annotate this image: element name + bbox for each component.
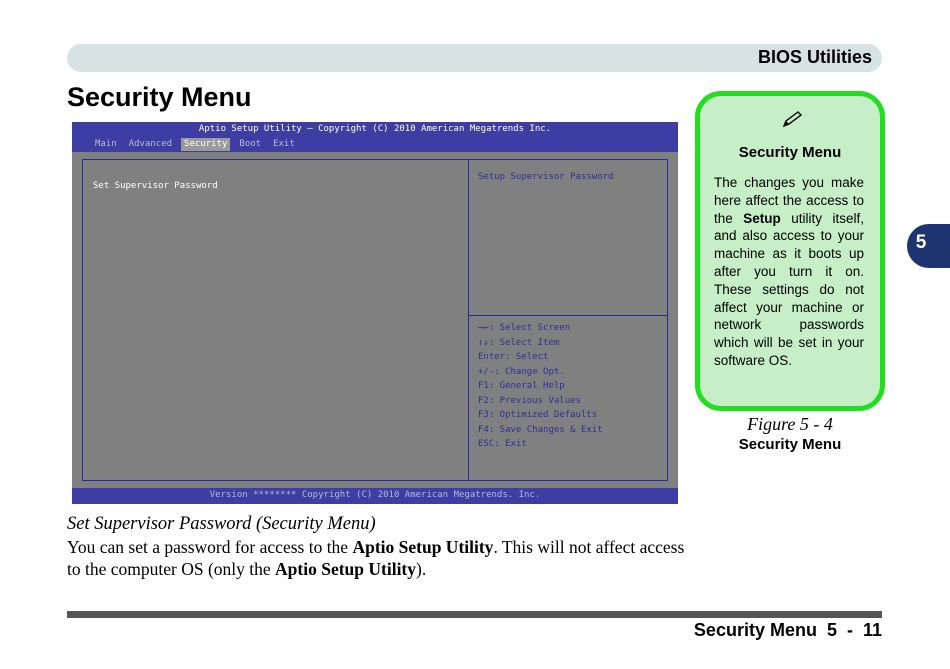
body-bold-1: Aptio Setup Utility: [352, 537, 494, 557]
bios-bottom-bar: [72, 488, 678, 504]
header-title: BIOS Utilities: [757, 47, 872, 67]
sidebar-text-b: utility itself, and also access to your machine as it boots up after you turn it on. These settings do not affect your machine or network passwords which will be set in your software OS.: [714, 210, 864, 368]
sidebar-heading: Security Menu: [738, 144, 842, 161]
bios-key-legend: [478, 321, 603, 452]
figure-label: Figure 5 - 4: [747, 414, 833, 434]
bios-key-line: →←: Select Screen: [478, 323, 571, 333]
body-paragraph: [67, 536, 687, 580]
bios-divider: [468, 160, 469, 480]
bios-tab-main[interactable]: Main: [95, 139, 117, 149]
bios-key-line: +/-: Change Opt.: [478, 366, 565, 377]
bios-key-line: F2: Previous Values: [478, 395, 581, 406]
bios-item-set-supervisor-password[interactable]: Set Supervisor Password: [93, 181, 218, 191]
sidebar-note: [695, 91, 885, 411]
sidebar-text-a: The changes you make here affect the access to the: [714, 175, 864, 226]
bios-key-line: ↑↓: Select Item: [478, 337, 560, 348]
bios-key-line: F1: General Help: [478, 381, 565, 391]
bios-tab-advanced[interactable]: Advanced: [128, 139, 173, 149]
bios-copyright: Aptio Setup Utility – Copyright (C) 2010 American Megatrends Inc.: [198, 124, 552, 134]
bios-version: Version ******** Copyright (C) 2010 American Megatrends. Inc.: [209, 490, 541, 500]
sidebar-text: [714, 174, 864, 370]
pencil-icon: [781, 110, 803, 128]
page-title: Security Menu: [67, 82, 252, 112]
bios-tab-security[interactable]: Security: [181, 138, 230, 151]
header-bar: [67, 44, 882, 72]
bios-top-bar: [72, 122, 678, 152]
bios-main-panel: [82, 159, 668, 481]
bios-screenshot: [72, 122, 678, 504]
sidebar-text-bold: Setup: [743, 210, 781, 226]
bios-key-line: F4: Save Changes & Exit: [478, 424, 603, 435]
bios-key-line: Enter: Select: [478, 352, 549, 362]
footer-rule: [67, 611, 882, 618]
bios-tabs: [92, 138, 304, 151]
bios-tab-boot[interactable]: Boot: [239, 139, 262, 149]
body-text-1: You can set a password for access to the: [67, 537, 353, 557]
bios-key-line: F3: Optimized Defaults: [478, 410, 598, 420]
figure-title: Security Menu: [738, 436, 842, 453]
bios-help-text: Setup Supervisor Password: [478, 172, 614, 182]
body-text-3: ).: [416, 559, 427, 579]
section-heading: Set Supervisor Password (Security Menu): [67, 514, 376, 534]
bios-key-line: ESC: Exit: [478, 439, 527, 449]
bios-tab-exit[interactable]: Exit: [273, 139, 295, 149]
bios-help-divider: [468, 315, 667, 316]
chapter-number: 5: [915, 232, 927, 253]
body-text-2: . This will not affect access to the computer OS (only the: [67, 537, 685, 579]
footer-page-label: Security Menu 5 - 11: [693, 620, 882, 640]
body-bold-2: Aptio Setup Utility: [275, 559, 417, 579]
chapter-tab: [907, 224, 950, 268]
